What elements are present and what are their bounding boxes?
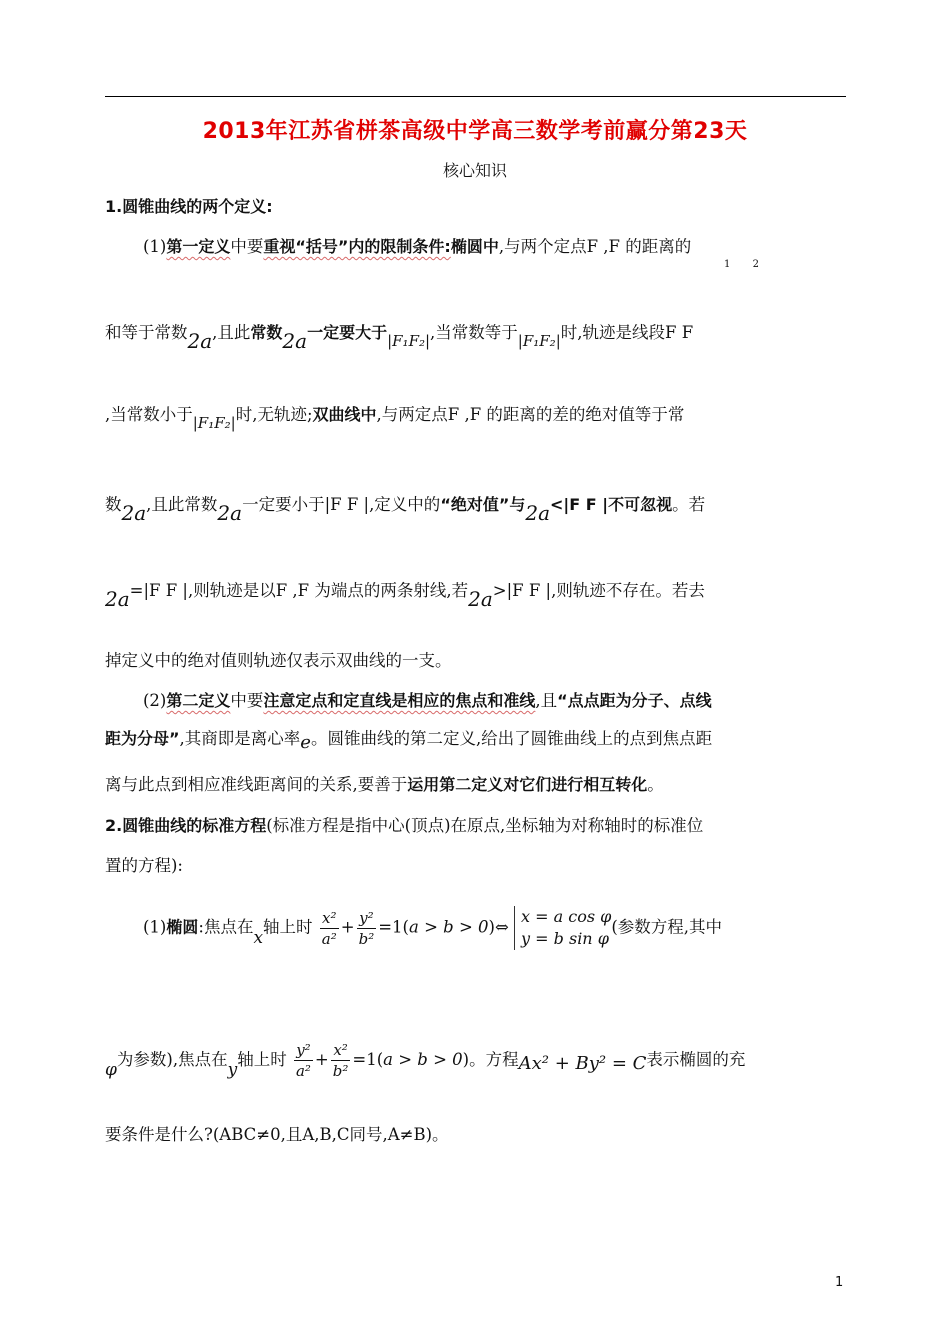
page-subtitle: 核心知识 [442, 161, 507, 180]
y2-over-a2: $\frac{\text{y²}}{\text{a²}}$ [295, 1041, 311, 1080]
section2-ellipse-line3: 要条件是什么?(ABC≠0,且A,B,C同号,A≠B)。 [105, 1125, 449, 1144]
section1-p2-line2: 距为分母”,其商即是离心率e。圆锥曲线的第二定义,给出了圆锥曲线上的点到焦点距 [105, 729, 713, 753]
header-rule [105, 96, 846, 97]
x2-over-a2: $\frac{\text{x²}}{\text{a²}}$ [321, 908, 337, 948]
parametric-system: x = a cos φ y = b sin φ [514, 906, 611, 950]
second-definition-term: 第二定义 [166, 691, 231, 710]
section2-heading: 2.圆锥曲线的标准方程(标准方程是指中心(顶点)在原点,坐标轴为对称轴时的标准位 [105, 816, 704, 835]
section1-p1-line6: 掉定义中的绝对值则轨迹仅表示双曲线的一支。 [105, 651, 452, 670]
section2-line2: 置的方程): [105, 856, 183, 875]
section1-p2-line1: (2)第二定义中要注意定点和定直线是相应的焦点和准线,且“点点距为分子、点线 [143, 691, 712, 710]
section2-ellipse-line2: φ为参数),焦点在y轴上时 $\frac{\text{y²}}{\text{a²}}$ + $\frac{\text{x²}}{\text{b²}}$ =1(a > b > 0)。方程Ax² + By² = C表示椭圆的充 [105, 1041, 746, 1080]
page-number: 1 [835, 1275, 844, 1290]
section2-ellipse-line1: (1)椭圆:焦点在x轴上时 $\frac{\text{x²}}{\text{a²}}$ + $\frac{\text{y²}}{\text{b²}}$ =1(a > b > 0)⇔ x = a cos φ y = b sin φ (参数方程,其中 [143, 907, 723, 948]
page-title: 2013年江苏省栟茶高级中学高三数学考前赢分第23天 [202, 119, 748, 144]
section1-p2-line3: 离与此点到相应准线距离间的关系,要善于运用第二定义对它们进行相互转化。 [105, 775, 664, 794]
section1-p1-line1: (1)第一定义中要重视“括号”内的限制条件:椭圆中,与两个定点F ,F 的距离的 [143, 237, 692, 256]
section1-p1-line4: 数2a,且此常数2a一定要小于|F F |,定义中的“绝对值”与2a<|F F |不可忽视。若 [105, 495, 706, 525]
x2-over-b2: $\frac{\text{x²}}{\text{b²}}$ [332, 1041, 349, 1080]
first-definition-term: 第一定义 [166, 237, 231, 256]
section1-p1-line3: ,当常数小于|F₁F₂|时,无轨迹;双曲线中,与两定点F ,F 的距离的差的绝对值等于常 [105, 405, 685, 432]
section1-p1-line2: 和等于常数2a,且此常数2a一定要大于|F₁F₂|,当常数等于|F₁F₂|时,轨迹是线段F F [105, 323, 694, 353]
f1f2-subscripts: 1 2 [724, 259, 760, 270]
section1-heading: 1.圆锥曲线的两个定义: [105, 197, 273, 216]
section1-p1-line5: 2a=|F F |,则轨迹是以F ,F 为端点的两条射线,若2a>|F F |,则轨迹不存在。若去 [105, 581, 705, 611]
y2-over-b2: $\frac{\text{y²}}{\text{b²}}$ [358, 908, 375, 948]
